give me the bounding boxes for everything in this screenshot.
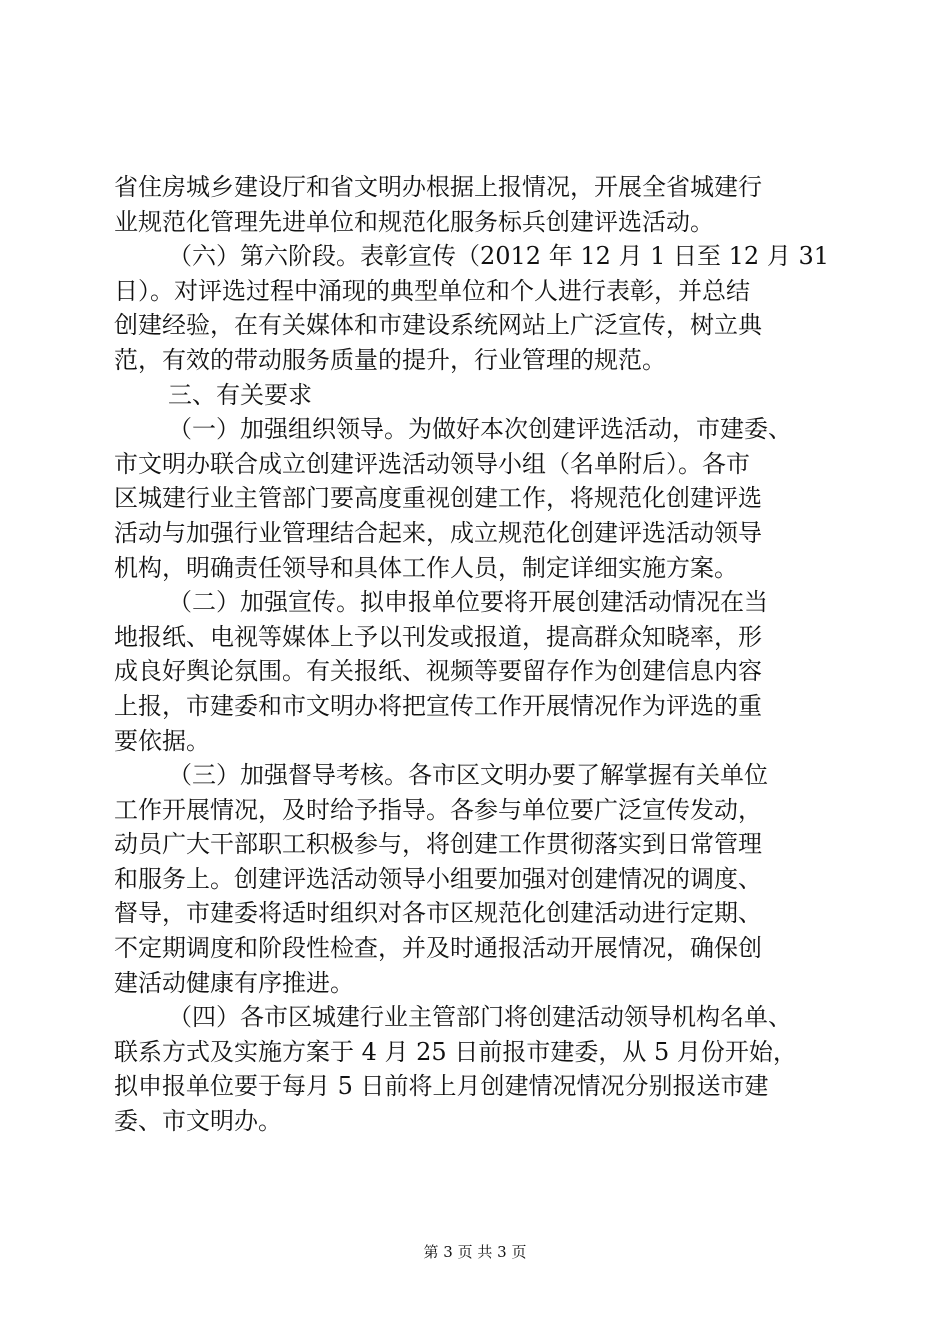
body-line: 联系方式及实施方案于 4 月 25 日前报市建委，从 5 月份开始， <box>114 1037 797 1066</box>
body-line: 委、市文明办。 <box>114 1107 282 1136</box>
body-line: 创建经验，在有关媒体和市建设系统网站上广泛宣传，树立典 <box>114 311 762 340</box>
body-line: 拟申报单位要于每月 5 日前将上月创建情况情况分别报送市建 <box>114 1072 769 1101</box>
body-line: 工作开展情况，及时给予指导。各参与单位要广泛宣传发动， <box>114 795 762 824</box>
body-line: 业规范化管理先进单位和规范化服务标兵创建评选活动。 <box>114 207 714 236</box>
body-line: （四）各市区城建行业主管部门将创建活动领导机构名单、 <box>168 1003 792 1032</box>
body-line: 要依据。 <box>114 726 210 755</box>
body-line: （一）加强组织领导。为做好本次创建评选活动，市建委、 <box>168 415 792 444</box>
body-line: 上报，市建委和市文明办将把宣传工作开展情况作为评选的重 <box>114 691 762 720</box>
body-line: 范，有效的带动服务质量的提升，行业管理的规范。 <box>114 345 666 374</box>
body-line: 区城建行业主管部门要高度重视创建工作，将规范化创建评选 <box>114 484 762 513</box>
body-line: （二）加强宣传。拟申报单位要将开展创建活动情况在当 <box>168 588 768 617</box>
body-line: 活动与加强行业管理结合起来，成立规范化创建评选活动领导 <box>114 518 762 547</box>
body-line: 不定期调度和阶段性检查，并及时通报活动开展情况，确保创 <box>114 934 762 963</box>
body-line: （六）第六阶段。表彰宣传（2012 年 12 月 1 日至 12 月 31 <box>168 242 829 271</box>
body-line: 成良好舆论氛围。有关报纸、视频等要留存作为创建信息内容 <box>114 657 762 686</box>
body-line: 督导，市建委将适时组织对各市区规范化创建活动进行定期、 <box>114 899 762 928</box>
body-line: 和服务上。创建评选活动领导小组要加强对创建情况的调度、 <box>114 864 762 893</box>
page-footer: 第 3 页 共 3 页 <box>423 1243 527 1261</box>
section-heading: 三、有关要求 <box>168 380 312 409</box>
body-line: （三）加强督导考核。各市区文明办要了解掌握有关单位 <box>168 761 768 790</box>
body-line: 建活动健康有序推进。 <box>114 968 354 997</box>
body-line: 动员广大干部职工积极参与，将创建工作贯彻落实到日常管理 <box>114 830 762 859</box>
document-body <box>114 170 834 1139</box>
body-line: 市文明办联合成立创建评选活动领导小组（名单附后）。各市 <box>114 449 750 478</box>
body-line: 地报纸、电视等媒体上予以刊发或报道，提高群众知晓率，形 <box>114 622 762 651</box>
body-line: 机构，明确责任领导和具体工作人员，制定详细实施方案。 <box>114 553 738 582</box>
body-line: 日）。对评选过程中涌现的典型单位和个人进行表彰，并总结 <box>114 276 750 305</box>
body-line: 省住房城乡建设厅和省文明办根据上报情况，开展全省城建行 <box>114 173 762 201</box>
